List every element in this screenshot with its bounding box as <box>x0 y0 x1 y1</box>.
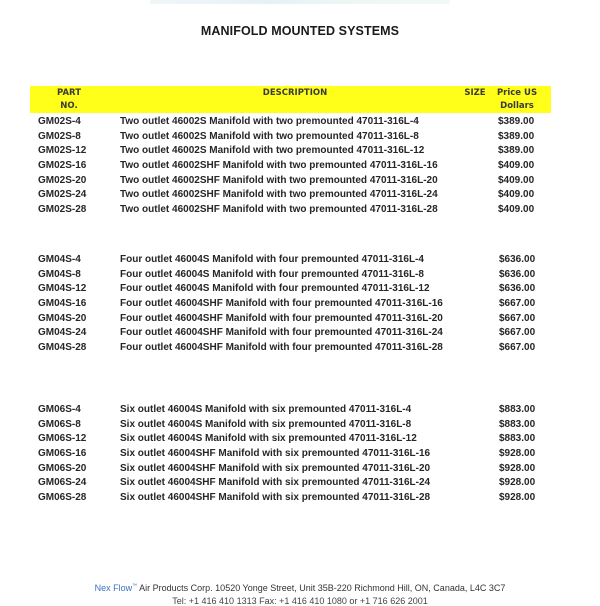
header-price <box>492 87 542 113</box>
price-cell: $389.00 <box>498 145 535 157</box>
description-cell: Four outlet 46004SHF Manifold with four premounted 47011-316L-16 <box>120 298 443 310</box>
price-cell: $636.00 <box>499 254 536 265</box>
table-row <box>0 145 600 160</box>
footer-trademark: ™ <box>132 583 138 589</box>
table-row <box>0 404 600 419</box>
table-row <box>0 131 600 146</box>
price-cell: $883.00 <box>499 433 536 445</box>
table-row <box>0 204 600 219</box>
price-cell: $667.00 <box>499 327 536 339</box>
table-header <box>30 86 551 113</box>
part-no-cell: GM04S-4 <box>38 254 81 265</box>
part-no-cell: GM04S-28 <box>38 342 87 354</box>
footer-brand: Nex Flow <box>94 583 133 593</box>
table-group-six-outlet <box>0 404 600 507</box>
part-no-cell: GM06S-8 <box>38 418 81 430</box>
table-row <box>0 313 600 328</box>
description-cell: Four outlet 46004S Manifold with four premounted 47011-316L-4 <box>120 254 424 265</box>
price-cell: $636.00 <box>499 268 536 280</box>
table-row <box>0 160 600 175</box>
price-cell: $667.00 <box>499 342 536 354</box>
description-cell: Four outlet 46004S Manifold with four premounted 47011-316L-12 <box>120 283 430 295</box>
header-description: DESCRIPTION <box>262 88 328 98</box>
table-row <box>0 342 600 357</box>
table-row <box>0 419 600 434</box>
part-no-cell: GM02S-12 <box>38 145 87 157</box>
part-no-cell: GM04S-12 <box>38 283 87 295</box>
header-part-line2: NO. <box>60 101 78 111</box>
part-no-cell: GM06S-4 <box>38 404 81 415</box>
table-group-two-outlet <box>0 116 600 219</box>
table-row <box>0 463 600 478</box>
price-cell: $636.00 <box>499 283 536 295</box>
price-cell: $389.00 <box>498 116 535 127</box>
part-no-cell: GM04S-8 <box>38 268 81 280</box>
table-row <box>0 189 600 204</box>
description-cell: Four outlet 46004SHF Manifold with four premounted 47011-316L-24 <box>120 327 443 339</box>
table-row <box>0 298 600 313</box>
header-price-line2: Dollars <box>500 101 534 111</box>
table-row <box>0 283 600 298</box>
part-no-cell: GM06S-24 <box>38 477 87 489</box>
logo-strip <box>150 0 450 4</box>
header-part-line1: PART <box>57 88 81 98</box>
description-cell: Two outlet 46002SHF Manifold with two premounted 47011-316L-24 <box>120 189 438 201</box>
price-cell: $928.00 <box>499 477 536 489</box>
header-part-no <box>50 87 88 113</box>
price-cell: $409.00 <box>498 189 535 201</box>
page-title: MANIFOLD MOUNTED SYSTEMS <box>200 24 400 38</box>
description-cell: Six outlet 46004S Manifold with six premounted 47011-316L-12 <box>120 433 417 445</box>
part-no-cell: GM06S-16 <box>38 448 87 460</box>
table-row <box>0 175 600 190</box>
price-cell: $389.00 <box>498 130 535 142</box>
description-cell: Two outlet 46002S Manifold with two premounted 47011-316L-8 <box>120 130 419 142</box>
description-cell: Two outlet 46002S Manifold with two premounted 47011-316L-12 <box>120 145 425 157</box>
table-row <box>0 254 600 269</box>
part-no-cell: GM02S-20 <box>38 174 87 186</box>
description-cell: Two outlet 46002SHF Manifold with two premounted 47011-316L-16 <box>120 160 438 172</box>
table-row <box>0 327 600 342</box>
price-cell: $883.00 <box>499 404 536 415</box>
price-cell: $409.00 <box>498 174 535 186</box>
description-cell: Two outlet 46002SHF Manifold with two premounted 47011-316L-28 <box>120 204 438 216</box>
table-row <box>0 433 600 448</box>
description-cell: Six outlet 46004SHF Manifold with six premounted 47011-316L-16 <box>120 448 431 460</box>
description-cell: Four outlet 46004SHF Manifold with four premounted 47011-316L-20 <box>120 312 443 324</box>
table-row <box>0 269 600 284</box>
part-no-cell: GM06S-28 <box>38 492 87 504</box>
description-cell: Six outlet 46004SHF Manifold with six premounted 47011-316L-20 <box>120 462 431 474</box>
table-row <box>0 492 600 507</box>
description-cell: Two outlet 46002SHF Manifold with two premounted 47011-316L-20 <box>120 174 438 186</box>
header-size: SIZE <box>464 88 486 98</box>
price-cell: $409.00 <box>498 204 535 216</box>
part-no-cell: GM06S-20 <box>38 462 87 474</box>
price-cell: $667.00 <box>499 312 536 324</box>
price-cell: $928.00 <box>499 462 536 474</box>
part-no-cell: GM04S-16 <box>38 298 87 310</box>
part-no-cell: GM02S-8 <box>38 130 81 142</box>
price-cell: $883.00 <box>499 418 536 430</box>
footer-address-line <box>0 583 600 593</box>
part-no-cell: GM02S-24 <box>38 189 87 201</box>
part-no-cell: GM04S-24 <box>38 327 87 339</box>
description-cell: Four outlet 46004SHF Manifold with four premounted 47011-316L-28 <box>120 342 443 354</box>
description-cell: Four outlet 46004S Manifold with four premounted 47011-316L-8 <box>120 268 424 280</box>
table-row <box>0 477 600 492</box>
part-no-cell: GM02S-28 <box>38 204 87 216</box>
table-row <box>0 116 600 131</box>
table-row <box>0 448 600 463</box>
description-cell: Six outlet 46004SHF Manifold with six premounted 47011-316L-24 <box>120 477 431 489</box>
price-cell: $928.00 <box>499 492 536 504</box>
description-cell: Six outlet 46004S Manifold with six premounted 47011-316L-4 <box>120 404 412 415</box>
footer-contact: Tel: +1 416 410 1313 Fax: +1 416 410 1080 or +1 716 626 2001 <box>172 596 428 606</box>
footer-address: Air Products Corp. 10520 Yonge Street, Unit 35B-220 Richmond Hill, ON, Canada, L4C 3C7 <box>139 583 506 593</box>
part-no-cell: GM02S-4 <box>38 116 81 127</box>
part-no-cell: GM06S-12 <box>38 433 87 445</box>
part-no-cell: GM02S-16 <box>38 160 87 172</box>
part-no-cell: GM04S-20 <box>38 312 87 324</box>
header-price-line1: Price US <box>496 88 538 98</box>
description-cell: Six outlet 46004SHF Manifold with six premounted 47011-316L-28 <box>120 492 431 504</box>
table-group-four-outlet <box>0 254 600 357</box>
price-cell: $928.00 <box>499 448 536 460</box>
description-cell: Two outlet 46002S Manifold with two premounted 47011-316L-4 <box>120 116 419 127</box>
description-cell: Six outlet 46004S Manifold with six premounted 47011-316L-8 <box>120 418 412 430</box>
price-cell: $667.00 <box>499 298 536 310</box>
price-cell: $409.00 <box>498 160 535 172</box>
